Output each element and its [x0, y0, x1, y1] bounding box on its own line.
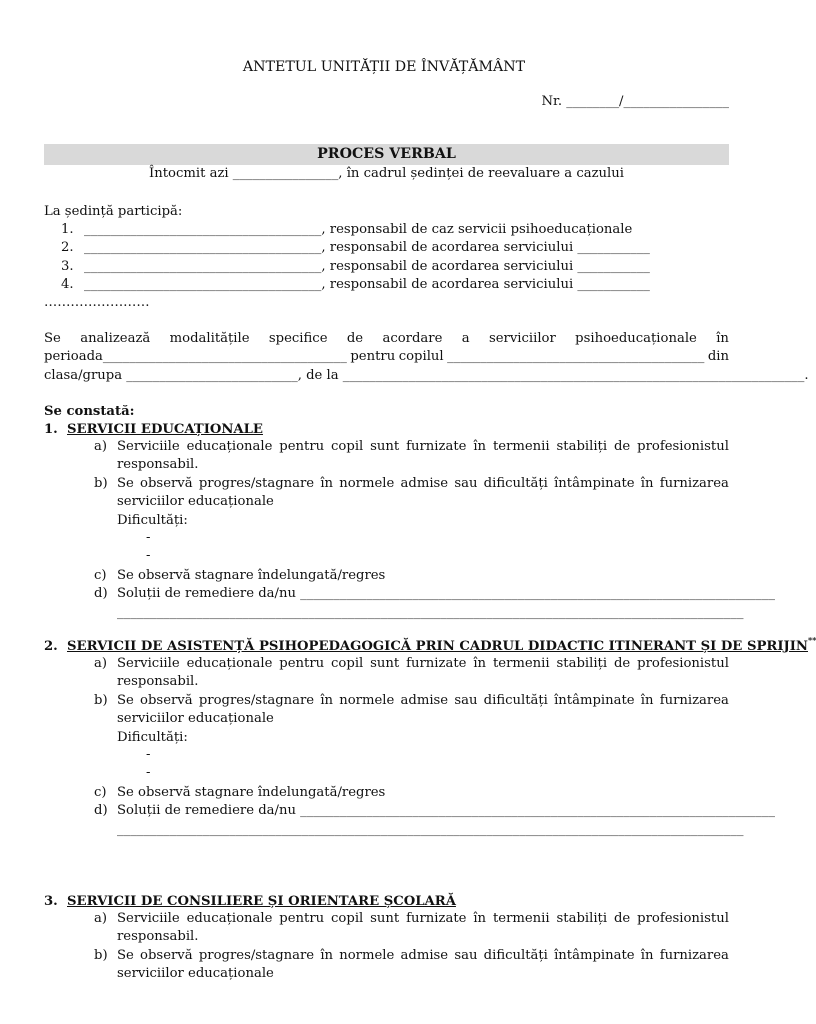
participant-number: 3.	[61, 258, 74, 274]
analysis-line-2	[44, 348, 729, 366]
item-word: sunt	[370, 911, 400, 926]
participant-line: ____________________________________, responsabil de acordarea serviciului ___________	[84, 276, 650, 292]
item-word: dificultăți	[483, 948, 548, 963]
item-word: admise	[400, 693, 449, 708]
item-word: în	[640, 948, 654, 963]
item-word: profesionistul	[637, 911, 729, 926]
item-word: furnizate	[406, 911, 467, 926]
participant-line: ____________________________________, responsabil de caz servicii psihoeducaționale	[84, 222, 633, 237]
item-word: furnizarea	[659, 948, 729, 963]
section-heading	[44, 421, 263, 439]
analysis-word: a	[461, 331, 470, 346]
item-word: dificultăți	[483, 693, 548, 708]
item-word: profesionistul	[637, 656, 729, 671]
item-word: observă	[140, 476, 193, 491]
footnote-marker: **	[807, 635, 816, 645]
item-text-continued: serviciilor educaționale	[117, 711, 274, 727]
item-word: Serviciile	[117, 911, 180, 926]
participants-intro: La ședință participă:	[44, 204, 183, 219]
item-word: sau	[454, 693, 478, 708]
analysis-word: pentru	[350, 349, 396, 364]
item-word: sunt	[370, 656, 400, 671]
item-word: copil	[331, 911, 364, 926]
answer-line: _______________________________________________________________________________________________	[117, 604, 744, 620]
analysis-word: serviciilor	[488, 331, 556, 346]
item-word: profesionistul	[637, 439, 729, 454]
item-word: normele	[339, 693, 395, 708]
item-word: întâmpinate	[554, 693, 635, 708]
item-word: stabiliți	[556, 439, 608, 454]
item-text	[117, 475, 729, 493]
item-label: c)	[94, 785, 107, 800]
item-word: în	[473, 656, 487, 671]
section-title: SERVICII EDUCAȚIONALE	[67, 422, 263, 437]
difficulty-bullet: -	[146, 747, 151, 762]
item-word: în	[640, 476, 654, 491]
item-word: Se	[117, 476, 134, 491]
item-word: stabiliți	[556, 911, 608, 926]
item-word: în	[320, 693, 334, 708]
participant-number: 2.	[61, 240, 74, 256]
participant-line: ____________________________________, responsabil de acordarea serviciului ___________	[84, 240, 650, 256]
item-word: furnizate	[406, 439, 467, 454]
item-text	[117, 655, 729, 673]
section-heading	[44, 635, 816, 656]
item-word: de	[613, 911, 631, 926]
participant-line: ____________________________________, responsabil de acordarea serviciului ___________	[84, 258, 650, 274]
analysis-word: copilul	[398, 349, 444, 364]
item-text-continued: serviciilor educaționale	[117, 966, 274, 982]
item-word: pentru	[279, 439, 325, 454]
section-title: SERVICII DE CONSILIERE ȘI ORIENTARE ȘCOLARĂ	[67, 894, 456, 909]
analysis-word: _______________________________________	[447, 349, 705, 364]
item-word: sau	[454, 948, 478, 963]
analysis-word: de	[346, 331, 364, 346]
item-word: admise	[400, 476, 449, 491]
item-word: întâmpinate	[554, 476, 635, 491]
analysis-line-1	[44, 330, 729, 348]
item-word: Serviciile	[117, 439, 180, 454]
item-text: Soluții de remediere da/nu ________________________________________________________________________	[117, 586, 775, 602]
difficulties-label: Dificultăți:	[117, 729, 188, 745]
item-text-continued: responsabil.	[117, 674, 199, 690]
item-text: Soluții de remediere da/nu ________________________________________________________________________	[117, 803, 775, 819]
item-word: sau	[454, 476, 478, 491]
item-label: a)	[94, 439, 108, 454]
analysis-word: Se	[44, 331, 61, 346]
institution-header: ANTETUL UNITĂȚII DE ÎNVĂȚĂMÂNT	[242, 59, 526, 75]
item-word: copil	[331, 656, 364, 671]
analysis-word: analizează	[80, 331, 151, 346]
item-word: în	[473, 911, 487, 926]
item-word: observă	[140, 693, 193, 708]
item-word: observă	[140, 948, 193, 963]
analysis-word: specifice	[268, 331, 328, 346]
item-word: educaționale	[186, 439, 273, 454]
document-title: PROCES VERBAL	[317, 146, 456, 162]
item-word: în	[473, 439, 487, 454]
item-text	[117, 438, 729, 456]
item-word: normele	[339, 476, 395, 491]
item-word: pentru	[279, 911, 325, 926]
item-label: d)	[94, 586, 108, 602]
participant-number: 4.	[61, 276, 74, 292]
analysis-word: în	[716, 331, 729, 346]
item-word: Serviciile	[117, 656, 180, 671]
item-label: a)	[94, 656, 108, 671]
difficulty-bullet: -	[146, 530, 151, 545]
item-word: de	[613, 656, 631, 671]
analysis-line-3: clasa/grupa __________________________, de la ______________________________________________________________________.	[44, 368, 809, 383]
difficulty-bullet: -	[146, 548, 151, 563]
item-word: educaționale	[186, 656, 273, 671]
item-label: d)	[94, 803, 108, 819]
section-number: 3.	[44, 894, 58, 909]
item-word: stabiliți	[556, 656, 608, 671]
item-word: întâmpinate	[554, 948, 635, 963]
section-title: SERVICII DE ASISTENȚĂ PSIHOPEDAGOGICĂ PRIN CADRUL DIDACTIC ITINERANT ȘI DE SPRIJIN	[67, 639, 808, 654]
item-text: Se observă stagnare îndelungată/regres	[117, 568, 386, 583]
item-word: furnizarea	[659, 693, 729, 708]
item-text-continued: responsabil.	[117, 929, 199, 945]
item-word: furnizarea	[659, 476, 729, 491]
section-heading	[44, 893, 456, 911]
item-word: Se	[117, 693, 134, 708]
analysis-word: psihoeducaționale	[575, 331, 697, 346]
item-word: termenii	[492, 911, 550, 926]
document-subtitle: Întocmit azi ________________, în cadrul ședinței de reevaluare a cazului	[149, 166, 624, 181]
item-word: dificultăți	[483, 476, 548, 491]
item-word: furnizate	[406, 656, 467, 671]
item-word: termenii	[492, 656, 550, 671]
registration-number: Nr. ________/________________	[541, 94, 729, 109]
item-word: progres/stagnare	[198, 948, 315, 963]
answer-line: _______________________________________________________________________________________________	[117, 821, 744, 837]
item-word: educaționale	[186, 911, 273, 926]
item-label: a)	[94, 911, 108, 926]
item-word: Se	[117, 948, 134, 963]
item-word: în	[320, 948, 334, 963]
item-word: progres/stagnare	[198, 693, 315, 708]
item-label: b)	[94, 948, 108, 963]
item-label: c)	[94, 568, 107, 583]
difficulty-bullet: -	[146, 765, 151, 780]
item-word: progres/stagnare	[198, 476, 315, 491]
item-label: b)	[94, 693, 108, 708]
item-text	[117, 692, 729, 710]
item-word: sunt	[370, 439, 400, 454]
section-number: 1.	[44, 422, 58, 437]
participants-more: ……………………	[44, 295, 150, 310]
item-text: Se observă stagnare îndelungată/regres	[117, 785, 386, 800]
item-text	[117, 910, 729, 928]
item-word: pentru	[279, 656, 325, 671]
item-word: admise	[400, 948, 449, 963]
item-word: copil	[331, 439, 364, 454]
findings-title: Se constată:	[44, 404, 135, 419]
item-word: termenii	[492, 439, 550, 454]
analysis-word: perioada_____________________________________	[44, 349, 347, 364]
item-word: în	[320, 476, 334, 491]
analysis-word: acordare	[382, 331, 443, 346]
analysis-word: din	[707, 349, 729, 364]
participant-number: 1.	[61, 222, 74, 237]
difficulties-label: Dificultăți:	[117, 512, 188, 528]
section-number: 2.	[44, 639, 58, 654]
item-label: b)	[94, 476, 108, 491]
item-word: normele	[339, 948, 395, 963]
item-text-continued: serviciilor educaționale	[117, 494, 274, 510]
item-text	[117, 947, 729, 965]
analysis-word: modalitățile	[169, 331, 250, 346]
item-word: de	[613, 439, 631, 454]
item-word: în	[640, 693, 654, 708]
item-text-continued: responsabil.	[117, 457, 199, 473]
